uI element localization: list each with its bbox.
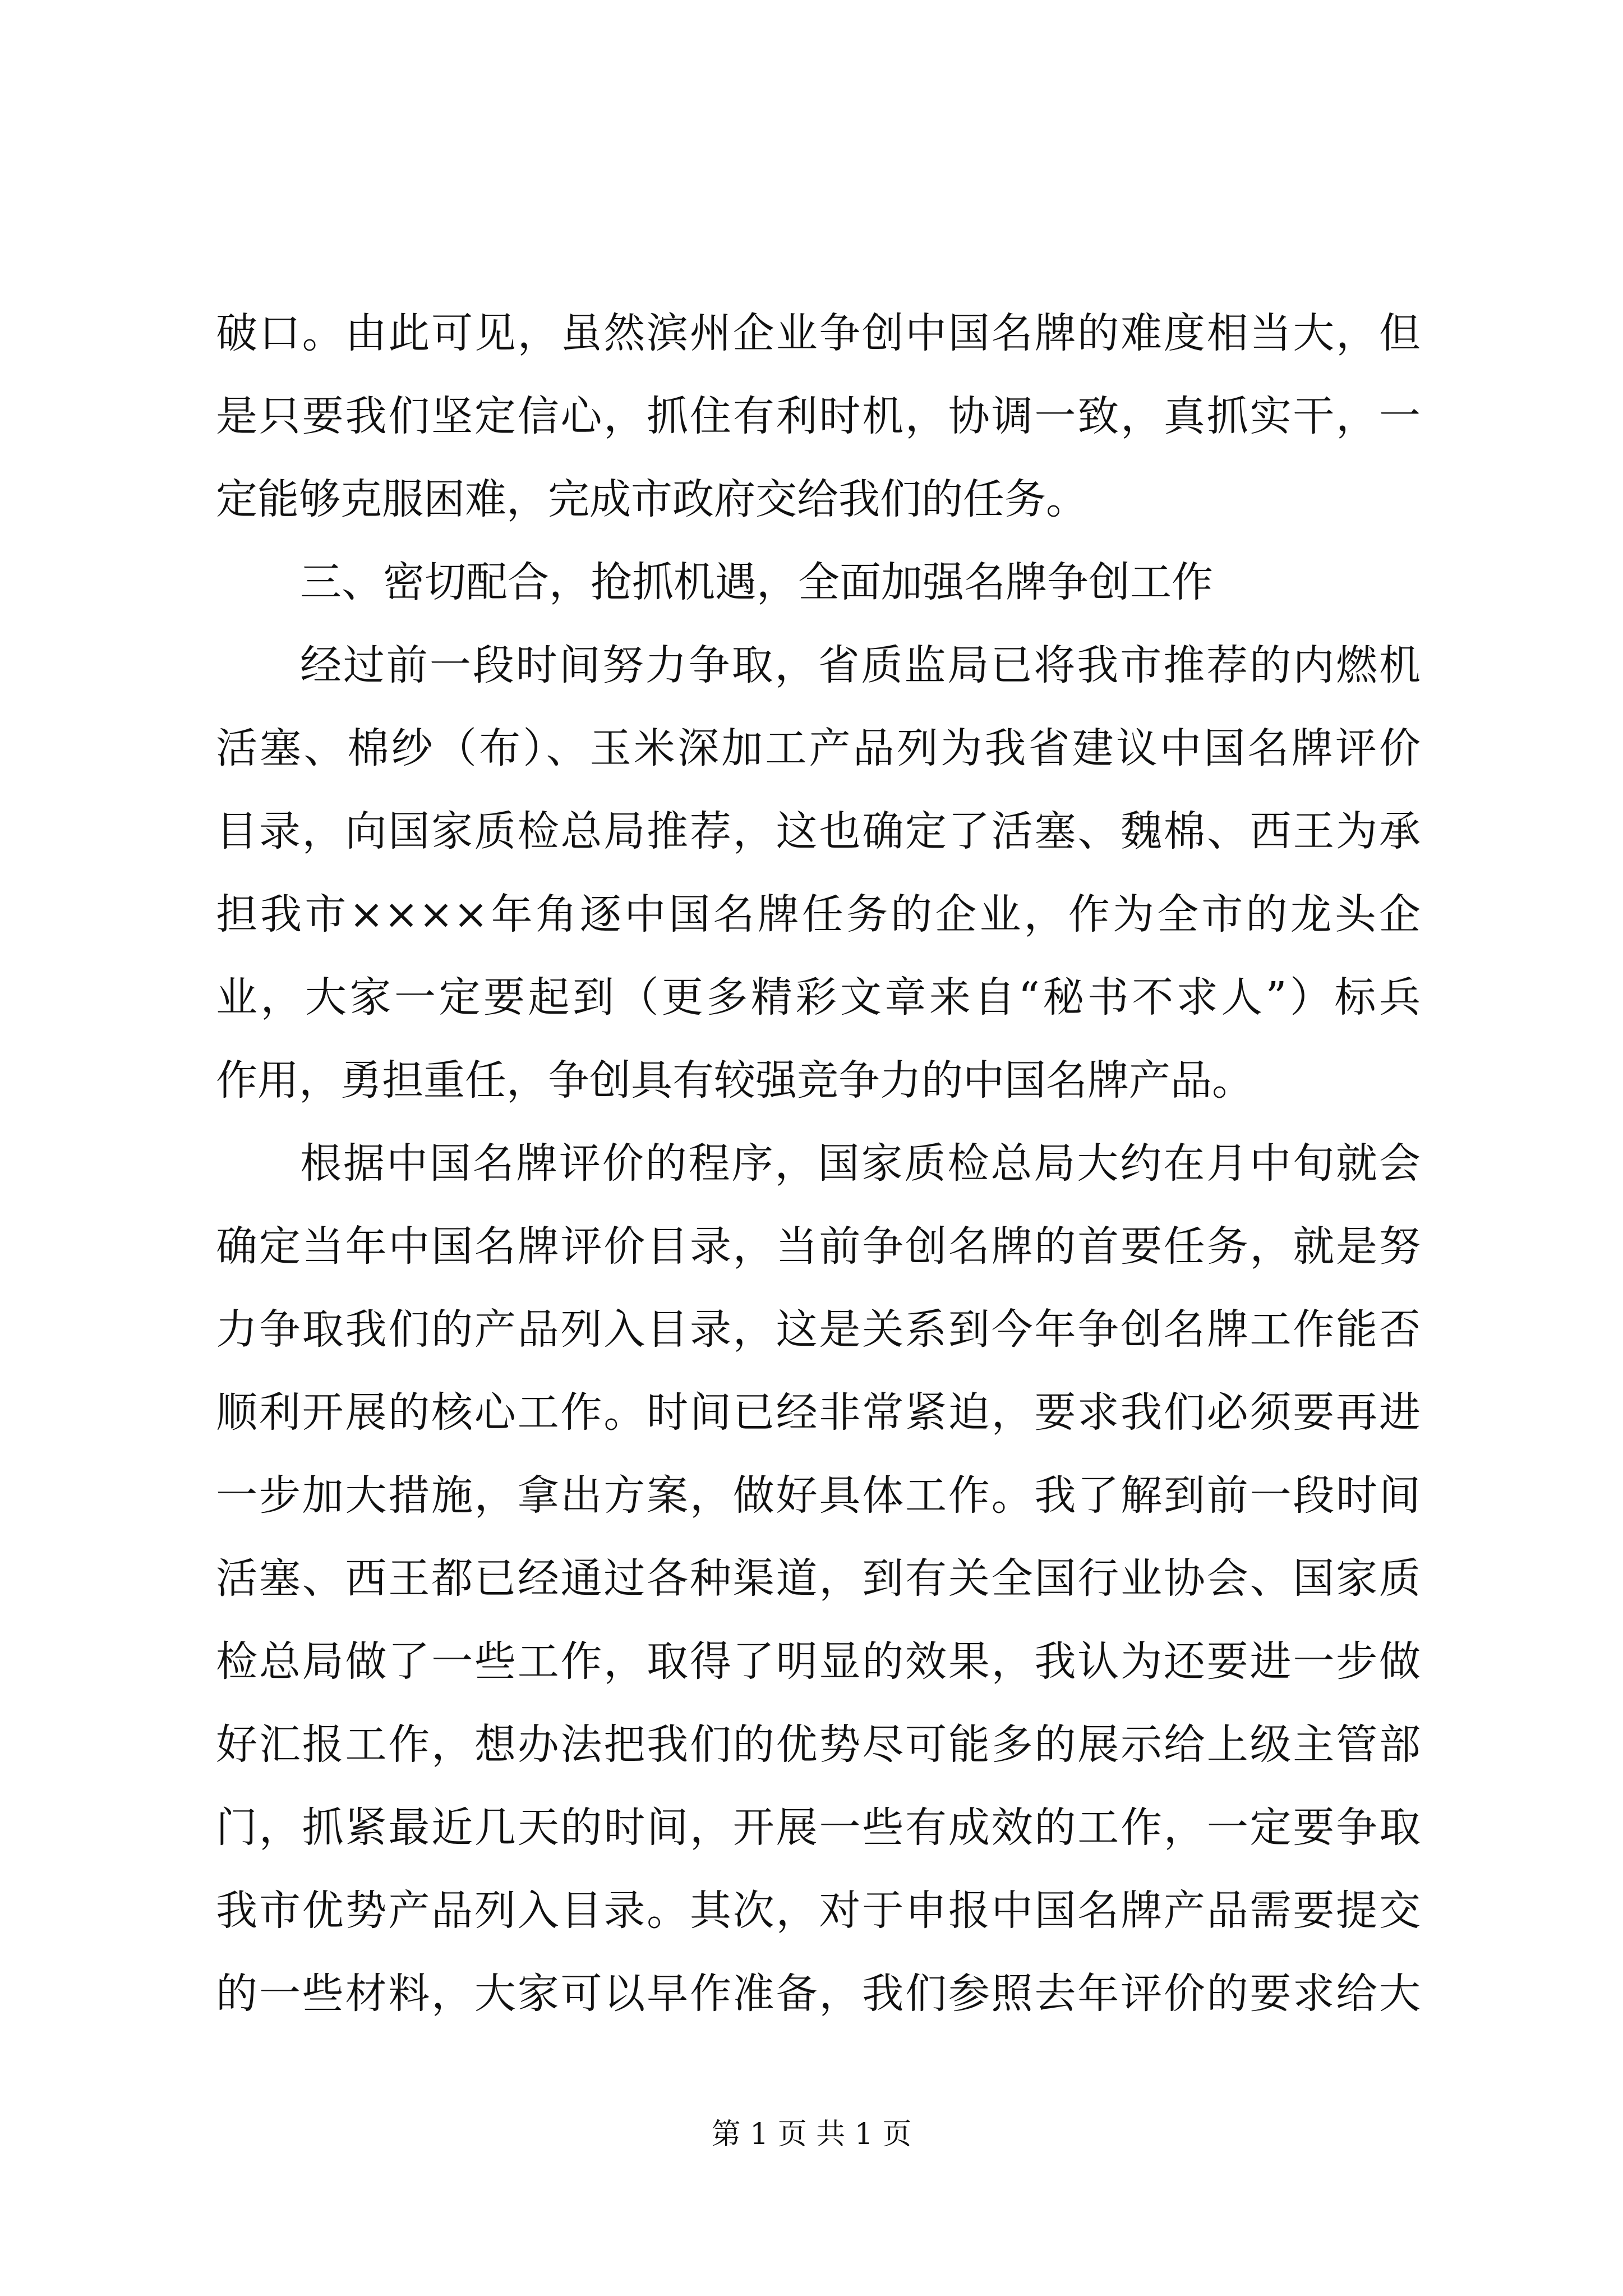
text-line: 经过前一段时间努力争取，省质监局已将我市推荐的内燃机: [300, 641, 1421, 689]
text-line: 担我市××××年角逐中国名牌任务的企业，作为全市的龙头企: [216, 890, 1421, 938]
text-line: 定能够克服困难，完成市政府交给我们的任务。: [216, 475, 1087, 523]
text-line: 好汇报工作，想办法把我们的优势尽可能多的展示给上级主管部: [216, 1720, 1421, 1769]
page-number: 第 1 页 共 1 页: [711, 2118, 912, 2151]
text-line: 检总局做了一些工作，取得了明显的效果，我认为还要进一步做: [216, 1637, 1421, 1686]
document-body: [216, 292, 1421, 2035]
text-line: 目录，向国家质检总局推荐，这也确定了活塞、魏棉、西王为承: [216, 807, 1421, 855]
text-line: 根据中国名牌评价的程序，国家质检总局大约在月中旬就会: [300, 1139, 1421, 1188]
text-line: 业，大家一定要起到（更多精彩文章来自“秘书不求人”）标兵: [216, 973, 1421, 1022]
text-line: 作用，勇担重任，争创具有较强竞争力的中国名牌产品。: [216, 1056, 1253, 1105]
text-line: 活塞、西王都已经通过各种渠道，到有关全国行业协会、国家质: [216, 1554, 1421, 1603]
text-line: 门，抓紧最近几天的时间，开展一些有成效的工作，一定要争取: [216, 1803, 1421, 1852]
page-footer: [0, 2115, 1623, 2154]
text-line: 力争取我们的产品列入目录，这是关系到今年争创名牌工作能否: [216, 1305, 1421, 1354]
text-line: 是只要我们坚定信心，抓住有利时机，协调一致，真抓实干，一: [216, 392, 1421, 440]
text-line: 我市优势产品列入目录。其次，对于申报中国名牌产品需要提交: [216, 1887, 1421, 1935]
text-line: 顺利开展的核心工作。时间已经非常紧迫，要求我们必须要再进: [216, 1388, 1421, 1437]
section-heading: 三、密切配合，抢抓机遇，全面加强名牌争创工作: [300, 558, 1213, 606]
text-line: 活塞、棉纱（布）、玉米深加工产品列为我省建议中国名牌评价: [216, 724, 1421, 772]
text-line: 破口。由此可见，虽然滨州企业争创中国名牌的难度相当大，但: [216, 309, 1421, 357]
text-line: 确定当年中国名牌评价目录，当前争创名牌的首要任务，就是努: [216, 1222, 1421, 1271]
text-line: 一步加大措施，拿出方案，做好具体工作。我了解到前一段时间: [216, 1471, 1421, 1520]
text-line: 的一些材料，大家可以早作准备，我们参照去年评价的要求给大: [216, 1970, 1421, 2018]
